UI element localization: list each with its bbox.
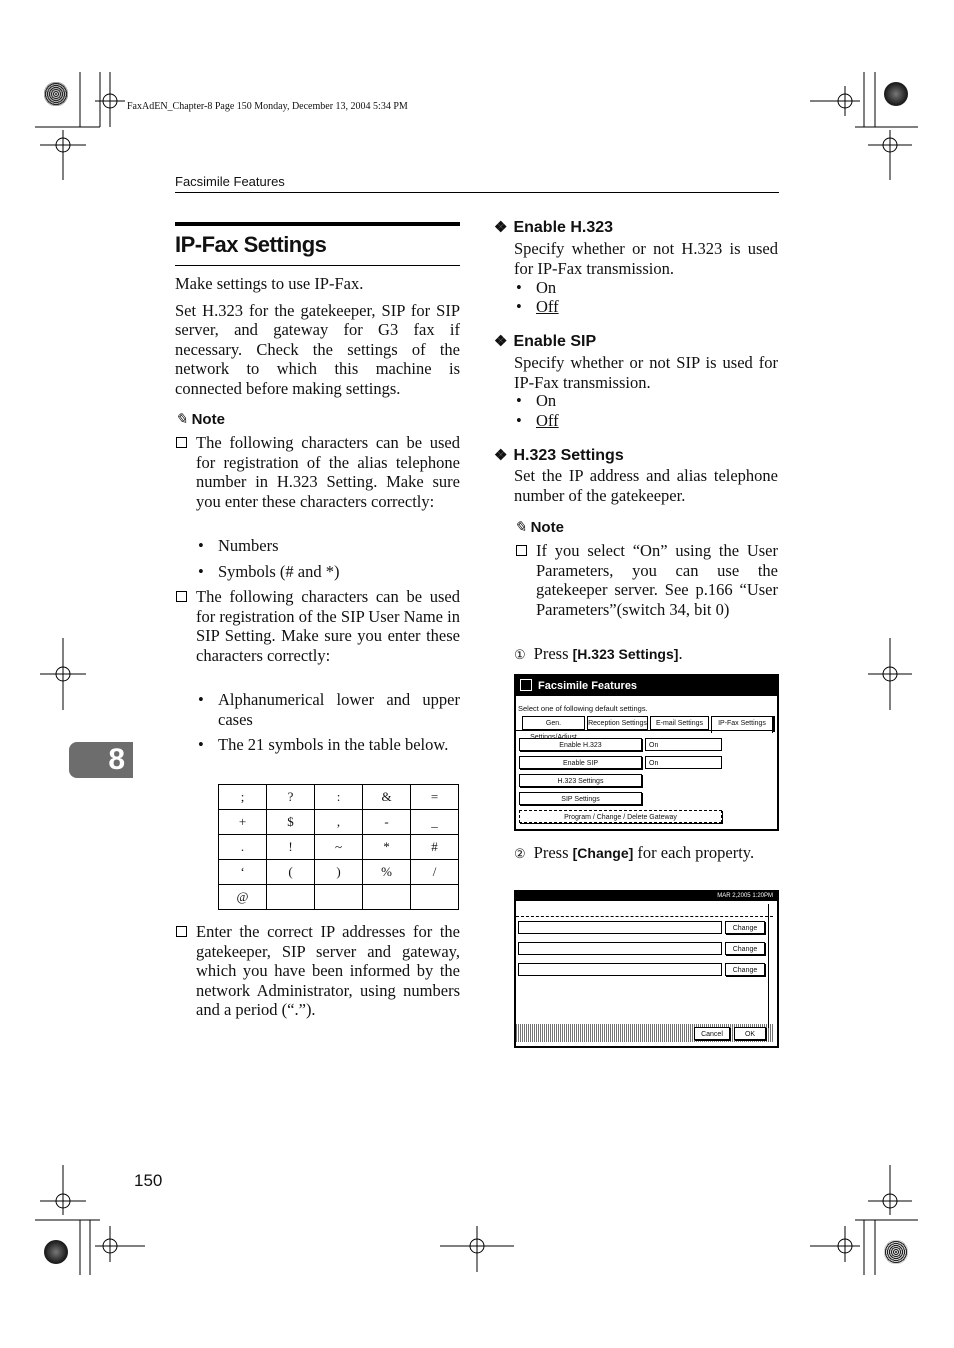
enable-sip-button[interactable]: Enable SIP [519,756,642,769]
table-row [219,860,459,885]
checkbox-icon [176,437,187,448]
table-cell: / [411,860,459,885]
diamond-icon: ❖ [494,447,508,464]
screenshot-h323-settings [514,890,779,1048]
checkbox-icon [516,545,527,556]
enable-h323-heading: ❖ Enable H.323 [494,219,614,236]
pencil-icon: ✎ [514,520,527,536]
intro-paragraph-1: Make settings to use IP-Fax. [175,274,364,293]
table-cell [315,885,363,910]
table-cell: ‘ [219,860,267,885]
note-item-2: The following characters can be used for registration of the SIP User Name in SIP Setting. Make sure you enter these characters correctly: [196,587,460,665]
h323-settings-heading: ❖ H.323 Settings [494,447,624,464]
running-head: Facsimile Features [175,174,285,189]
table-row [219,785,459,810]
table-cell: = [411,785,459,810]
list-item: • The 21 symbols in the table below. [218,735,460,755]
enable-sip-value: On [645,756,722,769]
page-title: IP-Fax Settings [175,232,327,257]
table-cell: , [315,810,363,835]
key-label: [Change] [572,845,634,861]
scrollbar[interactable] [768,904,773,1028]
tab-rule [516,730,773,731]
change-button[interactable]: Change [725,963,765,976]
checkbox-icon [176,591,187,602]
diamond-icon: ❖ [494,333,508,350]
table-cell: & [363,785,411,810]
symbols-table [218,784,459,910]
step-2: ② Press [Change] for each property. [514,843,755,862]
table-cell: ? [267,785,315,810]
screen-datetime: MAR 2,2005 1:20PM [717,893,773,899]
tab-ip-fax-settings[interactable]: IP-Fax Settings [711,716,773,733]
table-cell: _ [411,810,459,835]
enable-h323-value: On [645,738,722,751]
table-cell [363,885,411,910]
title-rule [175,265,460,266]
table-cell: . [219,835,267,860]
list-item-default: • Off [536,411,559,431]
table-cell: ! [267,835,315,860]
title-bar [175,222,460,226]
table-cell: ( [267,860,315,885]
table-cell: * [363,835,411,860]
h323-settings-text: Set the IP address and alias telephone number of the gatekeeper. [514,466,778,505]
note-left-heading: ✎ Note [175,411,225,428]
checkbox-icon [176,926,187,937]
dashed-rule [516,916,773,917]
note-item-3: Enter the correct IP addresses for the gatekeeper, SIP server and gateway, which you have been informed by the network Administrator, using numbers and a period (“.”). [196,922,460,1020]
intro [175,274,460,399]
table-row [219,810,459,835]
list-item: • Symbols (# and *) [218,562,339,582]
note-right-heading: ✎ Note [514,519,564,536]
enable-sip-text: Specify whether or not SIP is used for IP-Fax transmission. [514,353,778,392]
tab-email-settings[interactable]: E-mail Settings [650,716,709,730]
enable-sip-heading: ❖ Enable SIP [494,333,597,350]
note-item-1: The following characters can be used for registration of the alias telephone number in H.323 Setting. Make sure you enter these characters correctly: [196,433,460,511]
note-right-item: If you select “On” using the User Parameters, you can use the gatekeeper server. See p.166 “User Parameters”(switch 34, bit 0) [536,541,778,619]
change-button[interactable]: Change [725,921,765,934]
chapter-tab: 8 [69,742,133,778]
tab-reception-settings[interactable]: Reception Settings [587,716,648,730]
header-rule [175,192,779,193]
table-cell: % [363,860,411,885]
enable-h323-button[interactable]: Enable H.323 [519,738,642,751]
tab-gen-settings[interactable]: Gen. [522,716,585,730]
list-item: • On [536,278,556,298]
ok-button[interactable]: OK [734,1027,766,1040]
table-cell [267,885,315,910]
table-cell: ~ [315,835,363,860]
file-header: FaxAdEN_Chapter-8 Page 150 Monday, December 13, 2004 5:34 PM [127,101,408,112]
enable-h323-text: Specify whether or not H.323 is used for IP-Fax transmission. [514,239,778,278]
fax-icon [520,679,532,691]
program-gateway-button[interactable]: Program / Change / Delete Gateway [519,810,722,823]
table-cell [411,885,459,910]
table-cell: # [411,835,459,860]
step-1: ① Press [H.323 Settings]. [514,644,683,663]
tab-scroll-edge [773,716,775,732]
list-item-default: • Off [536,297,559,317]
setting-field [518,942,722,955]
pencil-icon: ✎ [175,412,188,428]
intro-paragraph-2: Set H.323 for the gatekeeper, SIP for SIP server, and gateway for G3 fax if necessary. Check the settings of the network to which this machine is connected before making settings. [175,300,460,398]
table-cell: + [219,810,267,835]
screen-subtitle: Select one of following default settings. [518,704,648,713]
screenshot-facsimile-features [514,674,779,831]
h323-settings-button[interactable]: H.323 Settings [519,774,642,787]
sip-settings-button[interactable]: SIP Settings [519,792,642,805]
table-cell: - [363,810,411,835]
table-row [219,835,459,860]
change-button[interactable]: Change [725,942,765,955]
table-cell: @ [219,885,267,910]
page-number: 150 [134,1171,163,1190]
diamond-icon: ❖ [494,219,508,236]
list-item: • Numbers [218,536,279,556]
screen-status-bar [516,892,777,901]
list-item: • Alphanumerical lower and upper cases [218,690,460,729]
cancel-button[interactable]: Cancel [694,1027,730,1040]
table-cell: ) [315,860,363,885]
table-cell: : [315,785,363,810]
screen-title-bar: Facsimile Features [516,676,777,696]
key-label: [H.323 Settings] [572,646,679,662]
table-row [219,885,459,910]
list-item: • On [536,391,556,411]
table-cell: $ [267,810,315,835]
setting-field [518,963,722,976]
setting-field [518,921,722,934]
table-cell: ; [219,785,267,810]
